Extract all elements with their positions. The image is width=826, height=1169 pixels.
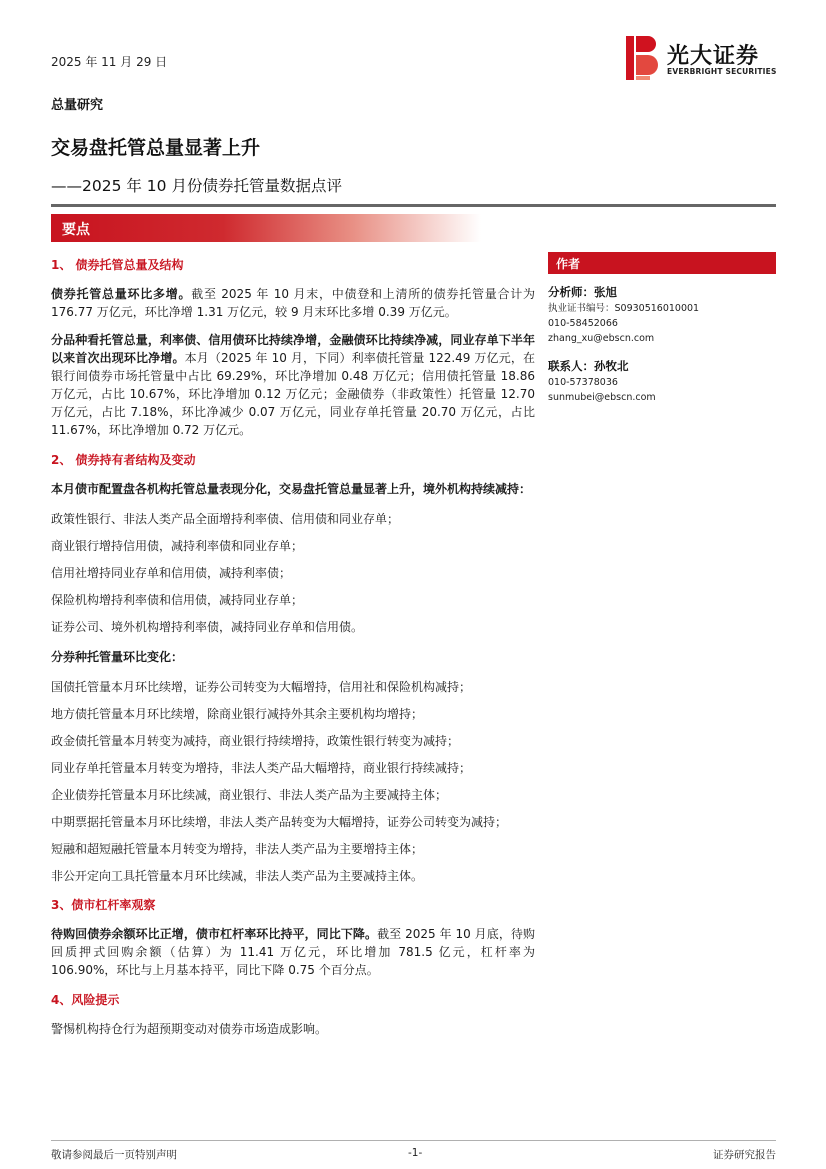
section-1-p2-text: 本月（2025 年 10 月，下同）利率债托管量 122.49 万亿元，在银行间债券市场托管量中占比 69.29%，环比净增加 0.48 万亿元；信用债托管量 18.86 万亿元，占比 10.67%，环比净增加 0.12 万亿元；金融债券（非政策性）托管量 12.70 万亿元，占比 7.18%，环比净减少 0.07 万亿元，同业存单托管量 20.70 万亿元，占比 11.67%，环比净增加 0.72 万亿元。 (51, 351, 535, 437)
footer-report-type: 证券研究报告 (713, 1149, 776, 1161)
by-type-item: 短融和超短融托管量本月转变为增持，非法人类产品为主要增持主体； (51, 842, 424, 856)
by-type-item: 非公开定向工具托管量本月环比续减，非法人类产品为主要减持主体。 (51, 869, 424, 883)
author-sidebar-body (548, 274, 776, 405)
by-type-item: 同业存单托管量本月转变为增持，非法人类产品大幅增持，商业银行持续减持； (51, 761, 472, 775)
by-type-item: 中期票据托管量本月环比续增，非法人类产品转变为大幅增持，证券公司转变为减持； (51, 815, 508, 829)
institution-item: 保险机构增持利率债和信用债，减持同业存单； (51, 593, 304, 607)
analyst-name: 分析师：张旭 (548, 285, 617, 299)
analyst-phone: 010-58452066 (548, 318, 618, 329)
author-sidebar-heading: 作者 (548, 252, 776, 274)
report-category: 总量研究 (51, 98, 104, 113)
everbright-logo-icon (626, 36, 658, 80)
contact-email[interactable]: sunmubei@ebscn.com (548, 392, 656, 403)
analyst-cert: 执业证书编号：S0930516010001 (548, 303, 700, 314)
by-type-item: 企业债券托管量本月环比续减，商业银行、非法人类产品为主要减持主体； (51, 788, 448, 802)
report-date: 2025 年 11 月 29 日 (51, 55, 168, 69)
section-3-text: 截至 2025 年 10 月底，待购回质押式回购余额（估算）为 11.41 万亿元，环比增加 781.5 亿元，杠杆率为 106.90%，环比与上月基本持平，同比下降 0.75 个百分点。 (51, 927, 535, 977)
contact-phone: 010-57378036 (548, 377, 618, 388)
section-1-paragraph-1 (51, 285, 535, 321)
by-type-item: 国债托管量本月环比续增，证券公司转变为大幅增持，信用社和保险机构减持； (51, 680, 472, 694)
analyst-email[interactable]: zhang_xu@ebscn.com (548, 333, 655, 344)
page-number: -1- (408, 1147, 423, 1159)
report-subtitle: ——2025 年 10 月份债券托管量数据点评 (51, 177, 342, 195)
report-title: 交易盘托管总量显著上升 (51, 137, 261, 159)
section-1-p1-lead: 债券托管总量环比多增。 (51, 287, 192, 301)
section-4-paragraph: 警惕机构持仓行为超预期变动对债券市场造成影响。 (51, 1022, 328, 1036)
section-2-intro: 本月债市配置盘各机构托管总量表现分化，交易盘托管总量显著上升，境外机构持续减持： (51, 482, 532, 496)
institution-item: 证券公司、境外机构增持利率债，减持同业存单和信用债。 (51, 620, 364, 634)
footer-disclaimer-link: 敬请参阅最后一页特别声明 (51, 1149, 177, 1161)
by-type-heading: 分券种托管量环比变化： (51, 650, 184, 664)
main-content (51, 256, 535, 1048)
section-1-heading: 1、 债券托管总量及结构 (51, 258, 184, 272)
section-1-p2-lead: 分品种看托管总量，利率债、信用债环比持续净增，金融债环比持续净减，同业存单下半年以来首次出现环比净增。 (51, 333, 535, 365)
logo (626, 36, 786, 82)
section-2-heading: 2、 债券持有者结构及变动 (51, 453, 196, 467)
section-3-paragraph (51, 925, 535, 979)
author-sidebar (548, 252, 776, 405)
section-1-p1-text: 截至 2025 年 10 月末，中债登和上清所的债券托管量合计为 176.77 万亿元，环比净增 1.31 万亿元，较 9 月末环比多增 0.39 万亿元。 (51, 287, 535, 319)
logo-en-text: EVERBRIGHT SECURITIES (667, 67, 777, 76)
institution-item: 政策性银行、非法人类产品全面增持利率债、信用债和同业存单； (51, 512, 400, 526)
section-3-lead: 待购回债券余额环比正增，债市杠杆率环比持平，同比下降。 (51, 927, 378, 941)
contact-name: 联系人：孙牧北 (548, 359, 629, 373)
section-4-heading: 4、风险提示 (51, 993, 120, 1007)
logo-cn-text: 光大证券 (667, 44, 760, 69)
summary-bar-label: 要点 (62, 222, 90, 238)
section-3-heading: 3、债市杠杆率观察 (51, 898, 156, 912)
institution-item: 信用社增持同业存单和信用债，减持利率债； (51, 566, 292, 580)
summary-bar (51, 214, 481, 242)
title-divider (51, 204, 776, 207)
footer-divider (51, 1140, 776, 1141)
institution-item: 商业银行增持信用债，减持利率债和同业存单； (51, 539, 304, 553)
by-type-item: 政金债托管量本月转变为减持，商业银行持续增持，政策性银行转变为减持； (51, 734, 460, 748)
by-type-item: 地方债托管量本月环比续增，除商业银行减持外其余主要机构均增持； (51, 707, 424, 721)
section-1-paragraph-2 (51, 331, 535, 439)
